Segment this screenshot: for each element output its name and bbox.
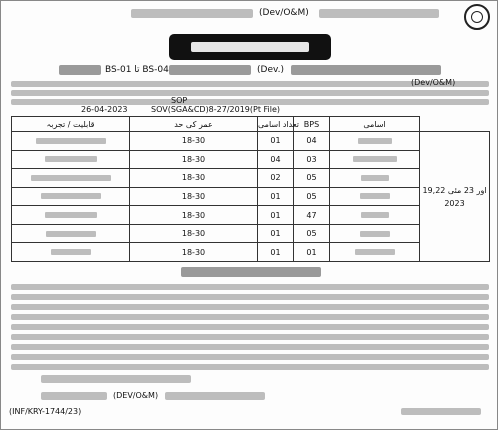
terms-line-6: [11, 334, 489, 340]
signature-code: (DEV/O&M): [113, 391, 159, 400]
cell-age-limit: 18-30: [130, 169, 258, 188]
section-heading: [181, 267, 321, 277]
cell-qualification: [12, 132, 130, 151]
intro-notification: SOV(SGA&CD)8-27/2019(Pt File): [151, 105, 281, 114]
subtitle-urdu-middle: [169, 65, 251, 75]
table-row: [12, 132, 490, 151]
cell-posts: 01: [258, 206, 294, 225]
terms-line-2: [11, 294, 489, 300]
cell-post-name: [330, 206, 420, 225]
cell-qualification: [12, 243, 130, 262]
cell-age-limit: 18-30: [130, 132, 258, 151]
subtitle-bs-range: BS-01 تا BS-04: [105, 65, 169, 75]
cell-bps: 01: [294, 243, 330, 262]
header-urdu-left: [131, 9, 253, 18]
cell-bps: 47: [294, 206, 330, 225]
terms-line-3: [11, 304, 489, 310]
terms-line-4: [11, 314, 489, 320]
cell-interview-dates: 19,22 اور 23 مئی 2023: [420, 132, 490, 262]
header-qualification: قابلیت / تجربہ: [12, 117, 130, 132]
cell-bps: 04: [294, 132, 330, 151]
header-posts: تعداد اسامی: [258, 117, 294, 132]
signature-name: [41, 375, 191, 383]
cell-bps: 05: [294, 169, 330, 188]
table-header-row: [12, 117, 490, 132]
header-urdu-right: [319, 9, 439, 18]
footer-ref: (INF/KRY-1744/23): [9, 407, 82, 416]
title-banner-text: [191, 42, 309, 52]
cell-post-name: [330, 169, 420, 188]
cell-posts: 01: [258, 187, 294, 206]
table-row: [12, 243, 490, 262]
cell-posts: 01: [258, 224, 294, 243]
cell-bps: 05: [294, 224, 330, 243]
footer-urdu: [401, 408, 481, 415]
terms-line-8: [11, 354, 489, 360]
intro-code-sop: SOP: [171, 96, 188, 105]
department-logo-icon: [464, 4, 490, 30]
cell-age-limit: 18-30: [130, 243, 258, 262]
intro-code-devom: (Dev/O&M): [411, 78, 456, 87]
signature-designation-right: [165, 392, 265, 400]
intro-line-2: [11, 90, 489, 96]
cell-bps: 05: [294, 187, 330, 206]
signature-designation-left: [41, 392, 107, 400]
header-bps: BPS: [294, 117, 330, 132]
subtitle-urdu-right: [291, 65, 441, 75]
table-row: [12, 224, 490, 243]
cell-qualification: [12, 187, 130, 206]
header-code: (Dev/O&M): [259, 8, 309, 18]
cell-qualification: [12, 224, 130, 243]
table-row: [12, 206, 490, 225]
cell-qualification: [12, 169, 130, 188]
cell-post-name: [330, 150, 420, 169]
cell-qualification: [12, 150, 130, 169]
subtitle-urdu-left: [59, 65, 101, 75]
table-row: [12, 187, 490, 206]
cell-post-name: [330, 187, 420, 206]
subtitle-dev-code: (Dev.): [257, 65, 284, 75]
cell-post-name: [330, 224, 420, 243]
header-post-name: اسامی: [330, 117, 420, 132]
table-row: [12, 150, 490, 169]
cell-qualification: [12, 206, 130, 225]
cell-age-limit: 18-30: [130, 187, 258, 206]
cell-posts: 01: [258, 243, 294, 262]
cell-post-name: [330, 132, 420, 151]
cell-age-limit: 18-30: [130, 224, 258, 243]
cell-post-name: [330, 243, 420, 262]
intro-date: 26-04-2023: [81, 105, 128, 114]
header-age-limit: عمر کی حد: [130, 117, 258, 132]
table-row: [12, 169, 490, 188]
posts-table: [11, 116, 490, 262]
cell-posts: 04: [258, 150, 294, 169]
cell-age-limit: 18-30: [130, 206, 258, 225]
cell-age-limit: 18-30: [130, 150, 258, 169]
cell-posts: 01: [258, 132, 294, 151]
terms-line-5: [11, 324, 489, 330]
cell-bps: 03: [294, 150, 330, 169]
cell-posts: 02: [258, 169, 294, 188]
terms-line-9: [11, 364, 489, 370]
terms-line-7: [11, 344, 489, 350]
title-banner: [169, 34, 331, 60]
terms-line-1: [11, 284, 489, 290]
